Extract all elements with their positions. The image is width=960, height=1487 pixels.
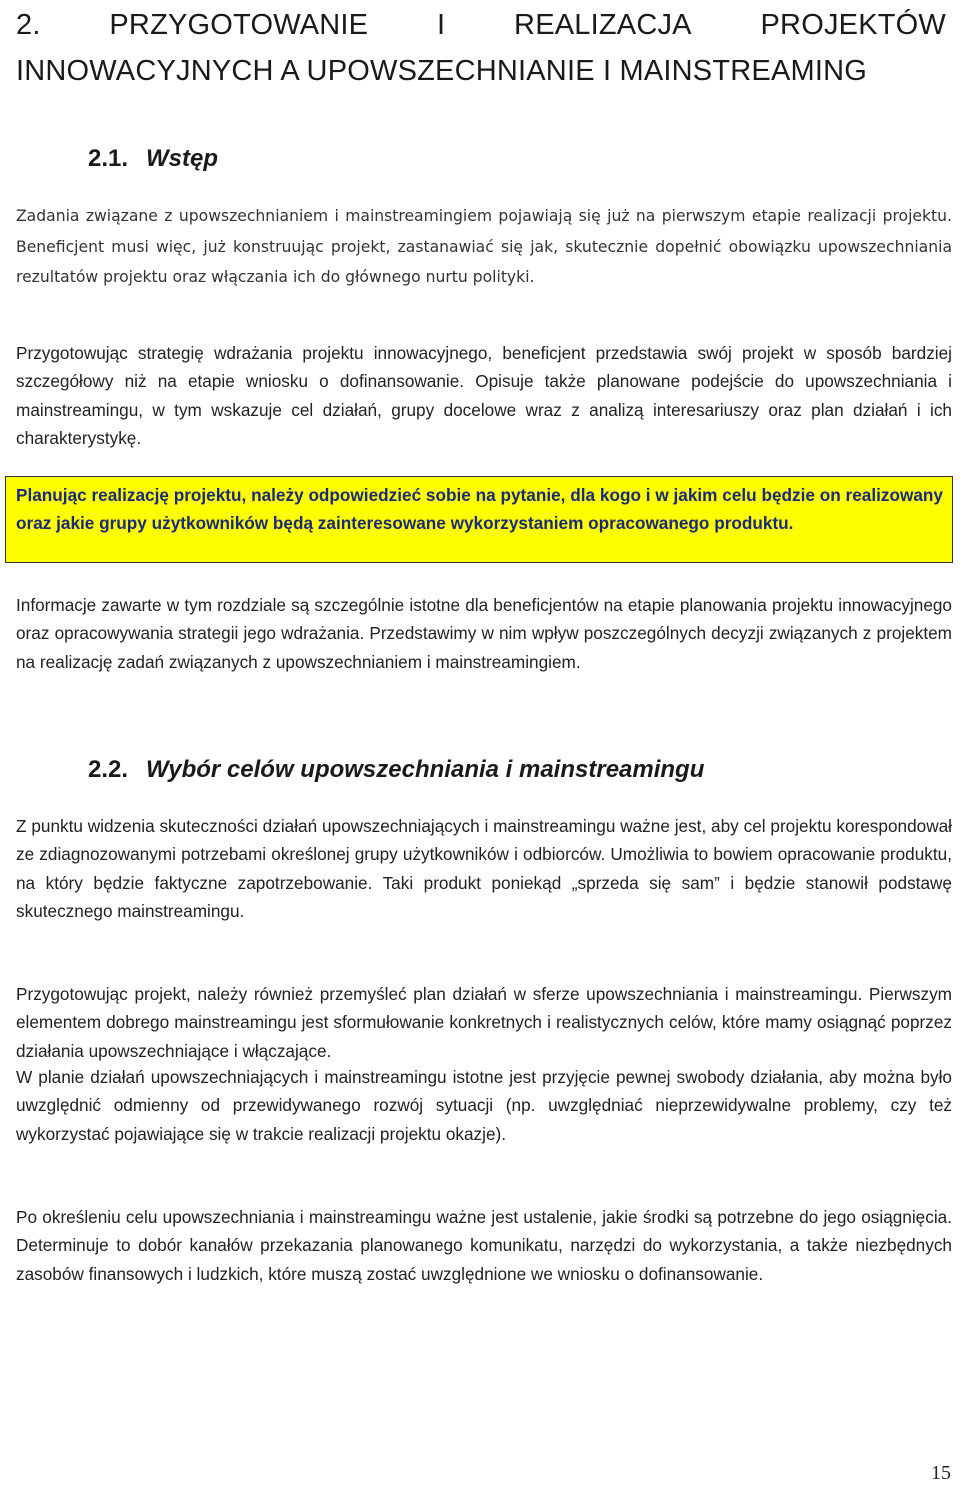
paragraph: Z punktu widzenia skuteczności działań upowszechniających i mainstreamingu ważne jest, aby cel projektu korespondował ze zdiagnozowanymi potrzebami określonej grupy użytkowników i odbiorców. Umożliwia to bowiem opracowanie produktu, na który będzie faktyczne zapotrzebowanie. Taki produkt poniekąd „sprzeda się sam” i będzie stanowił podstawę skutecznego mainstreamingu. bbox=[16, 816, 952, 921]
paragraph: Zadania związane z upowszechnianiem i mainstreamingiem pojawiają się już na pierwszym etapie realizacji projektu. Beneficjent musi więc, już konstruując projekt, zastanawiać się jak, skutecznie dopełnić obowiązku upowszechniania rezultatów projektu oraz włączania ich do głównego nurtu polityki. bbox=[16, 207, 952, 286]
paragraph: Przygotowując strategię wdrażania projektu innowacyjnego, beneficjent przedstawia swój projekt w sposób bardziej szczegółowy niż na etapie wniosku o dofinansowanie. Opisuje także planowane podejście do upowszechniania i mainstreamingu, w tym wskazuje cel działań, grupy docelowe wraz z analizą interesariuszy oraz plan działań i ich charakterystykę. bbox=[16, 343, 952, 448]
chapter-word: REALIZACJA bbox=[514, 9, 692, 41]
chapter-heading bbox=[16, 2, 946, 94]
paragraph: Przygotowując projekt, należy również przemyśleć plan działań w sferze upowszechniania i mainstreamingu. Pierwszym elementem dobrego mainstreamingu jest sformułowanie konkretnych i realistycznych celów, które mamy osiągnąć poprzez działania upowszechniające i włączające. bbox=[16, 984, 952, 1061]
paragraph: Po określeniu celu upowszechniania i mainstreamingu ważne jest ustalenie, jakie środki są potrzebne do jego osiągnięcia. Determinuje to dobór kanałów przekazania planowanego komunikatu, narzędzi do wykorzystania, a także niezbędnych zasobów finansowych i ludzkich, które muszą zostać uwzględnione we wniosku o dofinansowanie. bbox=[16, 1207, 952, 1284]
section-number: 2.2. bbox=[88, 756, 129, 783]
chapter-word: I bbox=[436, 9, 446, 41]
section-number: 2.1. bbox=[88, 145, 129, 172]
paragraph: W planie działań upowszechniających i mainstreamingu istotne jest przyjęcie pewnej swobody działania, aby można było uwzględnić odmienny od przewidywanego rozwój sytuacji (np. uwzględniać nieprzewidywalne problemy, czy też wykorzystać pojawiające się w trakcie realizacji projektu okazje). bbox=[16, 1067, 952, 1144]
highlight-text: Planując realizację projektu, należy odpowiedzieć sobie na pytanie, dla kogo i w jakim celu będzie on realizowany oraz jakie grupy użytkowników będą zainteresowane wykorzystaniem opracowanego produktu. bbox=[16, 485, 943, 534]
chapter-heading-line-2: INNOWACYJNYCH A UPOWSZECHNIANIE I MAINSTREAMING bbox=[16, 55, 868, 87]
highlight-box bbox=[5, 476, 953, 563]
chapter-heading-line-1 bbox=[16, 2, 946, 48]
section-title: Wstęp bbox=[146, 145, 219, 172]
section-title: Wybór celów upowszechniania i mainstreamingu bbox=[146, 756, 705, 783]
section-heading-2-1 bbox=[88, 145, 218, 173]
chapter-word: PROJEKTÓW bbox=[760, 9, 946, 41]
section-heading-2-2 bbox=[88, 756, 704, 784]
chapter-word: PRZYGOTOWANIE bbox=[109, 9, 369, 41]
paragraph: Informacje zawarte w tym rozdziale są szczególnie istotne dla beneficjentów na etapie planowania projektu innowacyjnego oraz opracowywania strategii jego wdrażania. Przedstawimy w nim wpływ poszczególnych decyzji związanych z projektem na realizację zadań związanych z upowszechnianiem i mainstreamingiem. bbox=[16, 595, 952, 672]
page-number: 15 bbox=[931, 1462, 951, 1484]
chapter-number: 2. bbox=[16, 9, 41, 41]
